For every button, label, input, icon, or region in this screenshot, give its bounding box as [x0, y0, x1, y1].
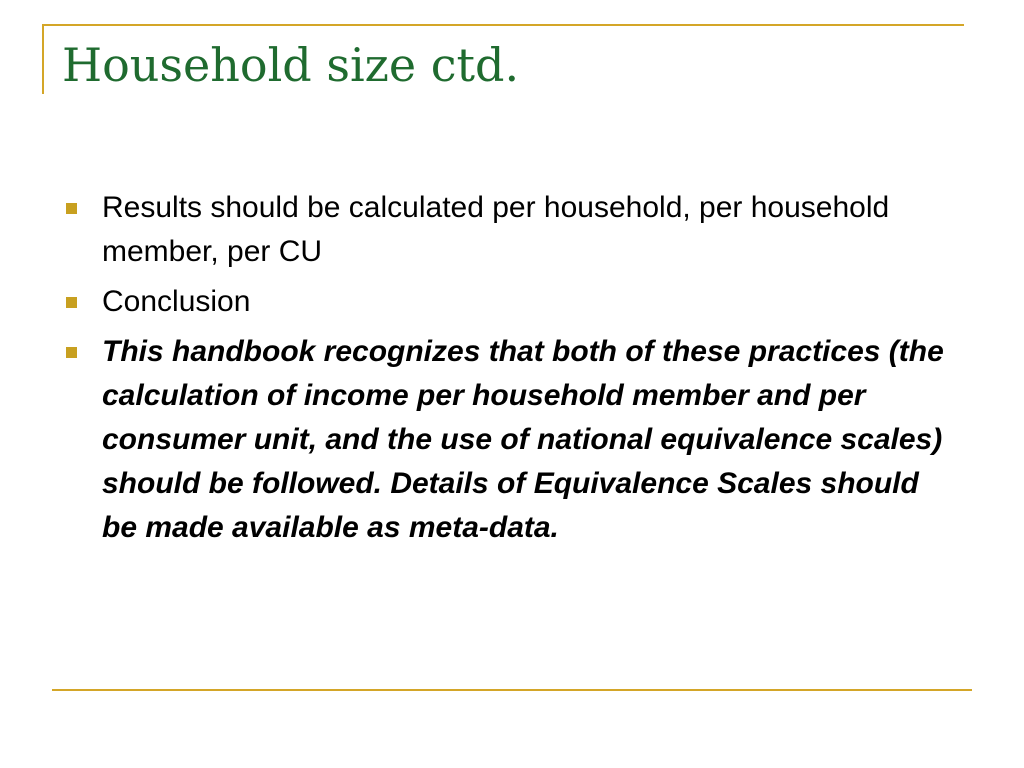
square-bullet-icon — [66, 347, 77, 358]
bullet-text: Conclusion — [102, 285, 251, 318]
bullet-item — [62, 280, 962, 324]
left-border-line — [42, 24, 44, 94]
bullet-item — [62, 330, 962, 550]
bullet-list — [62, 186, 962, 556]
bullet-text: Results should be calculated per household, per household member, per CU — [102, 191, 890, 268]
bullet-text: This handbook recognizes that both of these practices (the calculation of income per household member and per consumer unit, and the use of national equivalence scales) should be followed. Details of Equivalence Scales should be made available as meta-data. — [102, 335, 944, 544]
square-bullet-icon — [66, 203, 77, 214]
square-bullet-icon — [66, 297, 77, 308]
slide-title: Household size ctd. — [62, 38, 520, 92]
bullet-item — [62, 186, 962, 274]
bottom-border-line — [52, 689, 972, 691]
top-border-line — [42, 24, 964, 26]
